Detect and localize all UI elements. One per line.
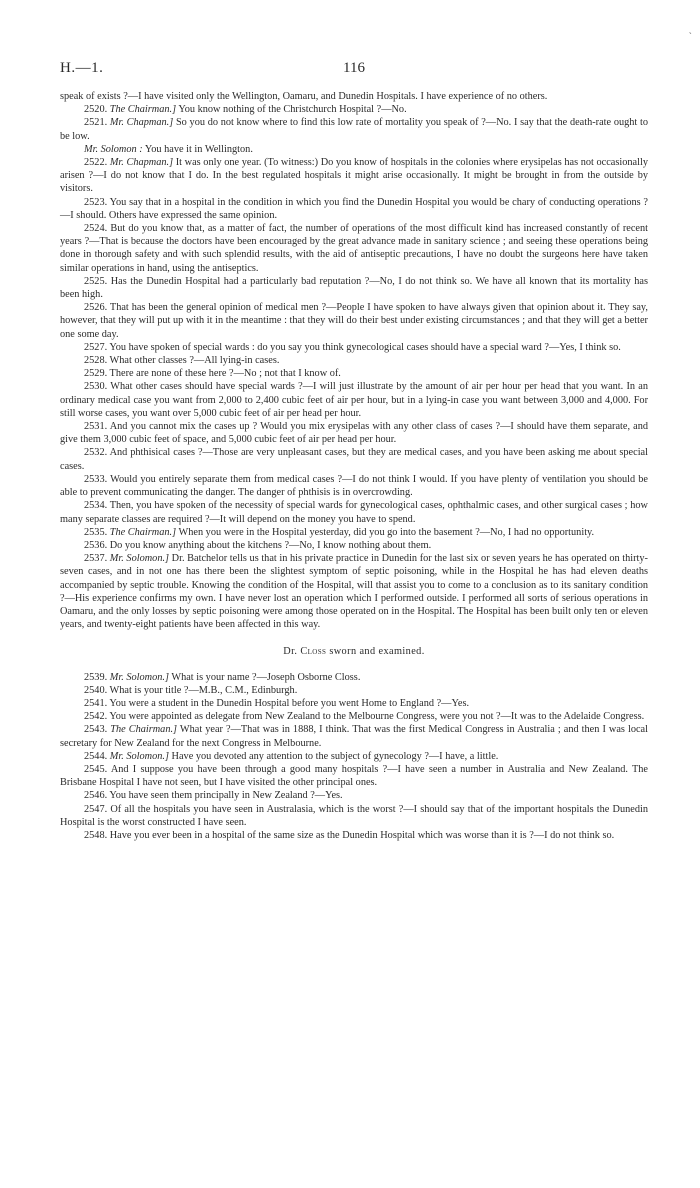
question-number: 2542. bbox=[84, 711, 108, 723]
testimony-paragraph bbox=[60, 156, 648, 196]
question-number: 2545. bbox=[84, 763, 108, 775]
testimony-paragraph bbox=[60, 380, 648, 420]
question-number: 2533. bbox=[84, 473, 108, 485]
question-number: 2524. bbox=[84, 223, 108, 235]
document-page bbox=[60, 62, 648, 842]
testimony-paragraph bbox=[60, 275, 648, 301]
speaker-name: The Chairman.] bbox=[110, 724, 178, 736]
speaker-name: Mr. Solomon.] bbox=[109, 671, 169, 683]
paragraph-text: There are none of these here ?—No ; not that I know of. bbox=[107, 368, 341, 380]
paragraph-text: What other classes ?—All lying-in cases. bbox=[107, 355, 280, 367]
paragraph-text: What other cases should have special wards ?—I will just illustrate by the amount of air per hour per head that you want. In an ordinary medical case you want from 2,000 to 2,400 cubic feet of air per hour, but in a lying-in case you want between 3,000 and 4,000. For still worse cases, you want over 5,000 cubic feet of air per head per hour. bbox=[60, 381, 648, 419]
testimony-paragraph bbox=[60, 499, 648, 525]
question-number: 2536. bbox=[84, 539, 108, 551]
paragraph-text: You know nothing of the Christchurch Hospital ?—No. bbox=[176, 104, 407, 116]
paragraph-text: When you were in the Hospital yesterday, did you go into the basement ?—No, I had no opportunity. bbox=[176, 526, 595, 538]
paragraph-text: Dr. Batchelor tells us that in his private practice in Dunedin for the last six or seven years he has operated on thirty-seven cases, and in not one has there been the slightest symptom of septic poisoning, while in the Hospital he has had eleven deaths accompanied by septic trouble. Knowing the condition of the Hospital, will that assist you to come to a conclusion as to its sanitary condition ?—His experience confirms my own. I have never lost an operation which I performed outside. I performed all sorts of serious operations in Oamaru, and the only losses by septic poisoning were among those operated on in the Hospital. The Hospital has been built only ten or eleven years, and twenty-eight patients have been affected in this way. bbox=[60, 553, 648, 631]
paragraph-text: Then, you have spoken of the necessity of special wards for gynecological cases, ophthalmic cases, and other surgical cases ; how many separate classes are required ?—It will depend on the money you have to spend. bbox=[60, 500, 648, 525]
paragraph-text: Would you entirely separate them from medical cases ?—I do not think I would. If you have plenty of ventilation you should be able to prevent communicating the danger. The danger of phthisis is in overcrowding. bbox=[60, 473, 648, 499]
testimony-paragraph bbox=[60, 196, 648, 222]
testimony-paragraph bbox=[60, 671, 648, 684]
testimony-paragraph bbox=[60, 420, 648, 446]
paragraph-text: Do you know anything about the kitchens ?—No, I know nothing about them. bbox=[107, 539, 432, 551]
question-number: 2522. bbox=[84, 157, 108, 169]
testimony-paragraph bbox=[60, 789, 648, 802]
question-number: 2531. bbox=[84, 421, 108, 433]
testimony-paragraph bbox=[60, 750, 648, 763]
paragraph-text: speak of exists ?—I have visited only the Wellington, Oamaru, and Dunedin Hospitals. I have experience of no others. bbox=[60, 91, 548, 102]
paragraph-text: And you cannot mix the cases up ? Would you mix erysipelas with any other class of cases ?—I should have them separate, and give them 3,000 cubic feet of space, and 5,000 cubic feet of air per head per hour. bbox=[60, 421, 648, 446]
question-number: 2541. bbox=[84, 697, 108, 709]
testimony-paragraph bbox=[60, 526, 648, 539]
speaker-name: The Chairman.] bbox=[109, 104, 177, 116]
testimony-paragraph bbox=[60, 697, 648, 710]
testimony-paragraph bbox=[60, 354, 648, 367]
paragraph-text: What is your title ?—M.B., C.M., Edinburgh. bbox=[107, 684, 298, 696]
speaker-name: Mr. Solomon.] bbox=[109, 553, 170, 565]
testimony-paragraph bbox=[60, 222, 648, 275]
testimony-paragraph bbox=[60, 803, 648, 829]
heading-suffix: sworn and examined. bbox=[326, 646, 425, 658]
question-number: 2525. bbox=[84, 275, 108, 287]
question-number: 2529. bbox=[84, 368, 108, 380]
question-number: 2532. bbox=[84, 447, 108, 459]
paragraph-text: Have you ever been in a hospital of the same size as the Dunedin Hospital which was worse than it is ?—I do not think so. bbox=[107, 829, 615, 841]
paragraph-text: What year ?—That was in 1888, I think. That was the first Medical Congress in Australia ; and then I was local secretary for New Zealand for the next Congress in Melbourne. bbox=[60, 724, 648, 749]
testimony-paragraph bbox=[60, 829, 648, 842]
paragraph-text: And phthisical cases ?—Those are very unpleasant cases, but they are medical cases, and you have been asking me about special cases. bbox=[60, 447, 648, 472]
question-number: 2543. bbox=[84, 724, 108, 736]
paragraph-text: You were a student in the Dunedin Hospital before you went Home to England ?—Yes. bbox=[107, 697, 470, 709]
paragraph-text: You were appointed as delegate from New Zealand to the Melbourne Congress, were you not ?—It was to the Adelaide Congress. bbox=[107, 711, 645, 723]
testimony-paragraph bbox=[60, 103, 648, 116]
question-number: 2546. bbox=[84, 790, 108, 802]
question-number: 2528. bbox=[84, 355, 108, 367]
speaker-name: Mr. Chapman.] bbox=[109, 117, 174, 129]
testimony-paragraph bbox=[60, 367, 648, 380]
page-number: 116 bbox=[343, 60, 365, 76]
paragraph-text: You say that in a hospital in the condition in which you find the Dunedin Hospital you would be chary of conducting operations ?—I should. Others have expressed the same opinion. bbox=[60, 196, 648, 221]
paragraph-text: That has been the general opinion of medical men ?—People I have spoken to have always given that opinion about it. They say, however, that they will put up with it in the meantime : that they will do their best under existing circumstances ; and that they will get a better one some day. bbox=[60, 302, 648, 340]
testimony-paragraph bbox=[60, 90, 648, 103]
question-number: 2523. bbox=[84, 196, 108, 208]
paragraph-text: Have you devoted any attention to the subject of gynecology ?—I have, a little. bbox=[168, 750, 499, 762]
testimony-paragraph bbox=[60, 723, 648, 749]
question-number: 2521. bbox=[84, 117, 108, 129]
testimony-paragraph bbox=[60, 116, 648, 142]
paragraph-text: What is your name ?—Joseph Osborne Closs. bbox=[168, 671, 361, 683]
heading-prefix: Dr. bbox=[283, 646, 301, 658]
question-number: 2534. bbox=[84, 500, 108, 512]
question-number: 2527. bbox=[84, 341, 108, 353]
speaker-name: Mr. Chapman.] bbox=[109, 157, 174, 169]
question-number: 2526. bbox=[84, 302, 108, 314]
paragraph-text: You have it in Wellington. bbox=[142, 143, 253, 155]
paragraph-text: Of all the hospitals you have seen in Australasia, which is the worst ?—I should say that of the important hospitals the Dunedin Hospital is the worst constructed I have seen. bbox=[60, 803, 648, 828]
speaker-name: Mr. Solomon.] bbox=[109, 750, 169, 762]
question-number: 2530. bbox=[84, 381, 108, 393]
testimony-paragraph bbox=[60, 684, 648, 697]
testimony-paragraph bbox=[60, 446, 648, 472]
testimony-paragraph bbox=[60, 539, 648, 552]
section-heading bbox=[60, 645, 648, 658]
question-number: 2520. bbox=[84, 104, 108, 116]
question-number: 2539. bbox=[84, 671, 108, 683]
document-code: H.—1. bbox=[60, 60, 104, 76]
testimony-paragraph bbox=[60, 552, 648, 631]
paragraph-text: But do you know that, as a matter of fact, the number of operations of the most difficult kind has increased constantly of recent years ?—That is because the doctors have been encouraged by the great advance made in sanitary science ; and seeing these operations being done in thorough safety and with such splendid results, with the aid of antiseptic precautions, I have no doubt the surgeons here have taken similar operations in hand, using the antiseptics. bbox=[60, 223, 648, 274]
corner-mark: ` bbox=[688, 32, 692, 43]
paragraph-text: It was only one year. (To witness:) Do you know of hospitals in the colonies where erysipelas has not occasionally arisen ?—I do not know that I do. In the best regulated hospitals it might arise occasionally. It might be brought in from the outside by visitors. bbox=[60, 157, 648, 195]
paragraph-text: You have spoken of special wards : do you say you think gynecological cases should have a special ward ?—Yes, I think so. bbox=[107, 341, 621, 353]
testimony-body bbox=[60, 90, 648, 842]
paragraph-text: So you do not know where to find this low rate of mortality you speak of ?—No. I say that the death-rate ought to be low. bbox=[60, 117, 648, 142]
testimony-paragraph bbox=[60, 763, 648, 789]
testimony-paragraph bbox=[60, 143, 648, 156]
speaker-name: The Chairman.] bbox=[109, 526, 177, 538]
testimony-paragraph bbox=[60, 301, 648, 341]
question-number: 2544. bbox=[84, 750, 108, 762]
testimony-paragraph bbox=[60, 473, 648, 499]
question-number: 2548. bbox=[84, 829, 108, 841]
running-head bbox=[60, 62, 648, 86]
testimony-paragraph bbox=[60, 341, 648, 354]
question-number: 2540. bbox=[84, 684, 108, 696]
paragraph-text: You have seen them principally in New Zealand ?—Yes. bbox=[107, 790, 343, 802]
question-number: 2535. bbox=[84, 526, 108, 538]
paragraph-text: Has the Dunedin Hospital had a particularly bad reputation ?—No, I do not think so. We have all known that its mortality has been high. bbox=[60, 275, 648, 301]
witness-name: Closs bbox=[300, 646, 327, 658]
question-number: 2537. bbox=[84, 553, 108, 565]
question-number: 2547. bbox=[84, 803, 108, 815]
paragraph-text: And I suppose you have been through a good many hospitals ?—I have seen a number in Australia and New Zealand. The Brisbane Hospital I have not seen, but I have visited the other principal ones. bbox=[60, 763, 648, 789]
speaker-name: Mr. Solomon : bbox=[84, 143, 143, 155]
testimony-paragraph bbox=[60, 710, 648, 723]
